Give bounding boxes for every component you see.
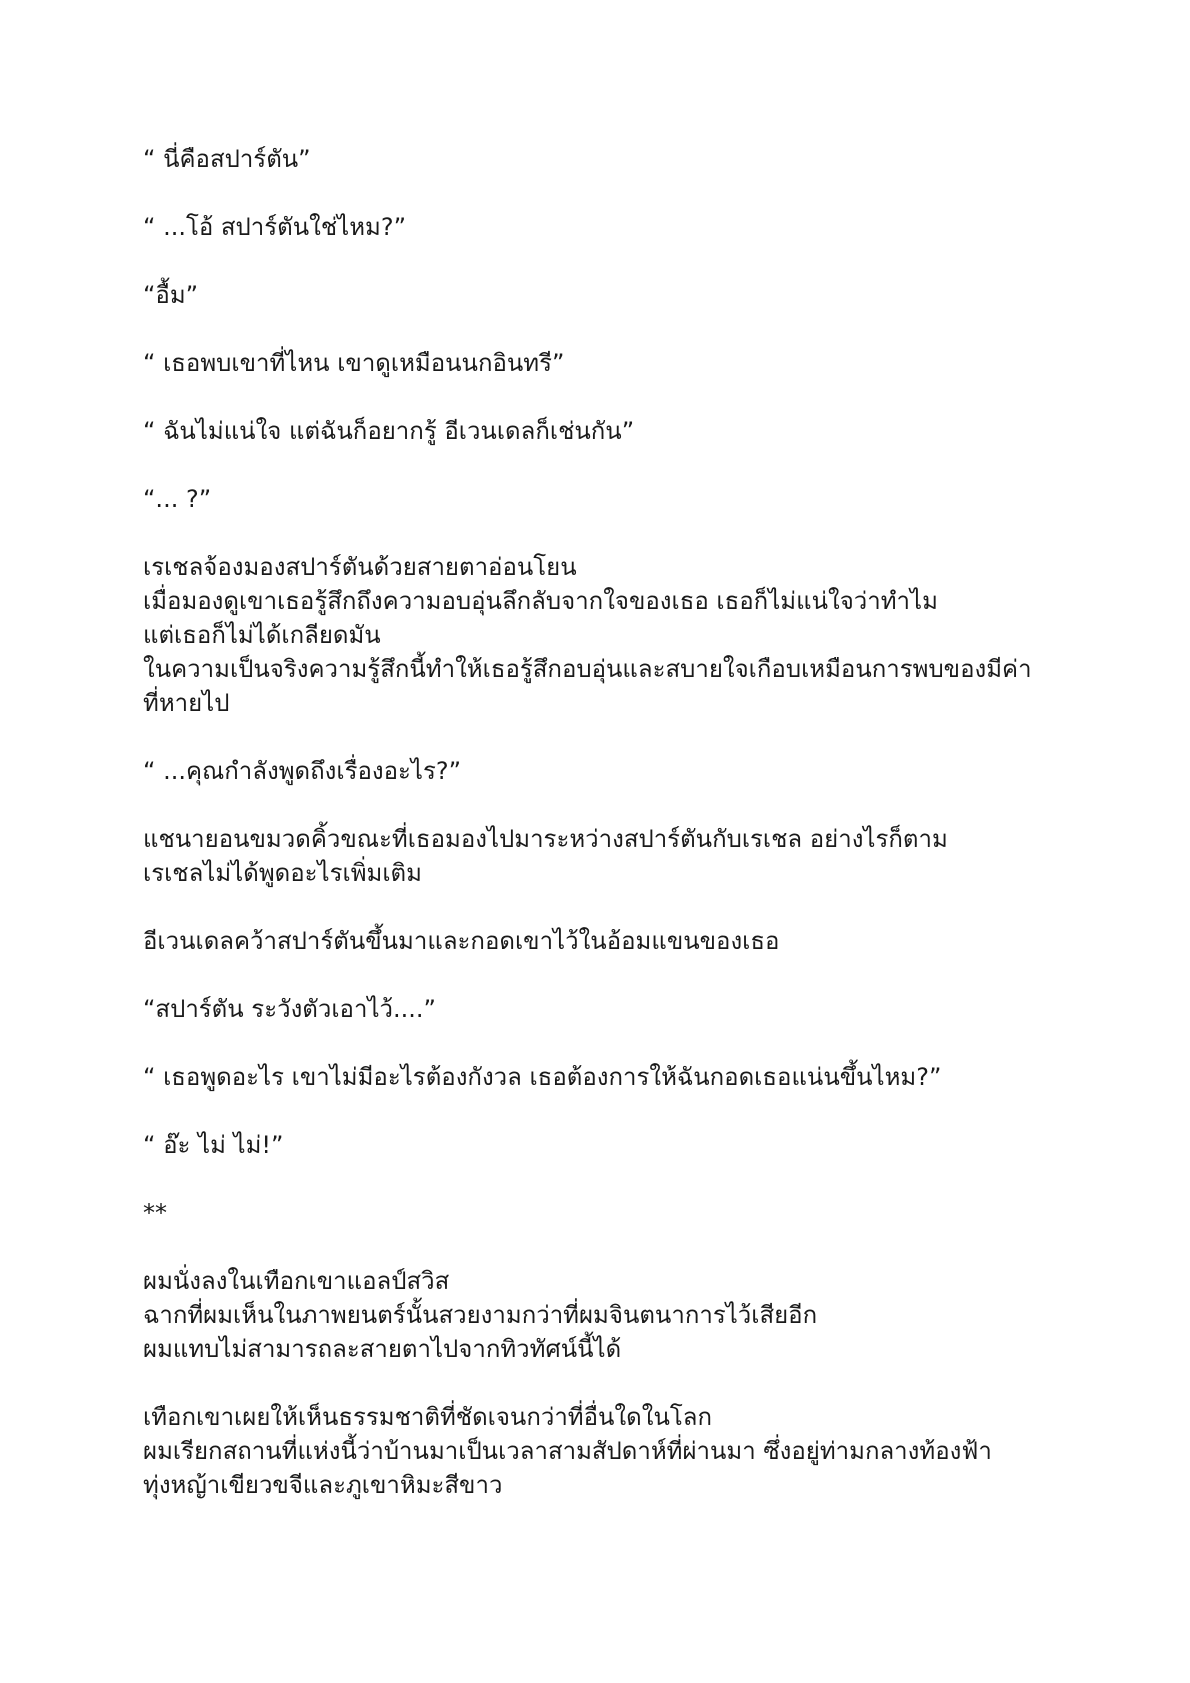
text-line: ที่หายไป — [143, 689, 230, 717]
text-line: เรเชลจ้องมองสปาร์ตันด้วยสายตาอ่อนโยน — [143, 553, 577, 581]
paragraph — [143, 482, 1053, 516]
paragraph — [143, 1060, 1053, 1094]
text-line: “ ฉันไม่แน่ใจ แต่ฉันก็อยากรู้ อีเวนเดลก็เช่นกัน” — [143, 417, 635, 445]
document-body — [143, 142, 1053, 1536]
paragraph — [143, 992, 1053, 1026]
text-line: ** — [143, 1199, 167, 1227]
paragraph — [143, 1400, 1053, 1502]
paragraph — [143, 210, 1053, 244]
text-line: ผมเรียกสถานที่แห่งนี้ว่าบ้านมาเป็นเวลาสามสัปดาห์ที่ผ่านมา ซึ่งอยู่ท่ามกลางท้องฟ้า — [143, 1437, 992, 1465]
paragraph — [143, 1264, 1053, 1366]
text-line: เมื่อมองดูเขาเธอรู้สึกถึงความอบอุ่นลึกลับจากใจของเธอ เธอก็ไม่แน่ใจว่าทำไม — [143, 587, 938, 615]
text-line: เรเชลไม่ได้พูดอะไรเพิ่มเติม — [143, 859, 422, 887]
text-line: “ เธอพบเขาที่ไหน เขาดูเหมือนนกอินทรี” — [143, 349, 565, 377]
paragraph — [143, 414, 1053, 448]
scene-break — [143, 1196, 1053, 1230]
text-line: “สปาร์ตัน ระวังตัวเอาไว้....” — [143, 995, 436, 1023]
paragraph — [143, 924, 1053, 958]
text-line: แชนายอนขมวดคิ้วขณะที่เธอมองไปมาระหว่างสปาร์ตันกับเรเชล อย่างไรก็ตาม — [143, 825, 948, 853]
paragraph — [143, 278, 1053, 312]
paragraph — [143, 346, 1053, 380]
text-line: “อื้ม” — [143, 281, 199, 309]
text-line: ผมนั่งลงในเทือกเขาแอลป์สวิส — [143, 1267, 450, 1295]
text-line: แต่เธอก็ไม่ได้เกลียดมัน — [143, 621, 381, 649]
text-line: ในความเป็นจริงความรู้สึกนี้ทำให้เธอรู้สึกอบอุ่นและสบายใจเกือบเหมือนการพบของมีค่า — [143, 655, 1032, 683]
text-line: เทือกเขาเผยให้เห็นธรรมชาติที่ชัดเจนกว่าที่อื่นใดในโลก — [143, 1403, 713, 1431]
text-line: “ ...โอ้ สปาร์ตันใช่ไหม?” — [143, 213, 407, 241]
text-line: ฉากที่ผมเห็นในภาพยนตร์นั้นสวยงามกว่าที่ผมจินตนาการไว้เสียอีก — [143, 1301, 818, 1329]
text-line: “ ...คุณกำลังพูดถึงเรื่องอะไร?” — [143, 757, 462, 785]
text-line: “... ?” — [143, 485, 212, 513]
paragraph — [143, 142, 1053, 176]
text-line: “ นี่คือสปาร์ตัน” — [143, 145, 311, 173]
paragraph — [143, 822, 1053, 890]
text-line: ทุ่งหญ้าเขียวขจีและภูเขาหิมะสีขาว — [143, 1471, 503, 1499]
paragraph — [143, 550, 1053, 720]
paragraph — [143, 754, 1053, 788]
text-line: “ เธอพูดอะไร เขาไม่มีอะไรต้องกังวล เธอต้องการให้ฉันกอดเธอแน่นขึ้นไหม?” — [143, 1063, 942, 1091]
text-line: ผมแทบไม่สามารถละสายตาไปจากทิวทัศน์นี้ได้ — [143, 1335, 622, 1363]
text-line: “ อ๊ะ ไม่ ไม่!” — [143, 1131, 284, 1159]
paragraph — [143, 1128, 1053, 1162]
text-line: อีเวนเดลคว้าสปาร์ตันขึ้นมาและกอดเขาไว้ในอ้อมแขนของเธอ — [143, 927, 780, 955]
